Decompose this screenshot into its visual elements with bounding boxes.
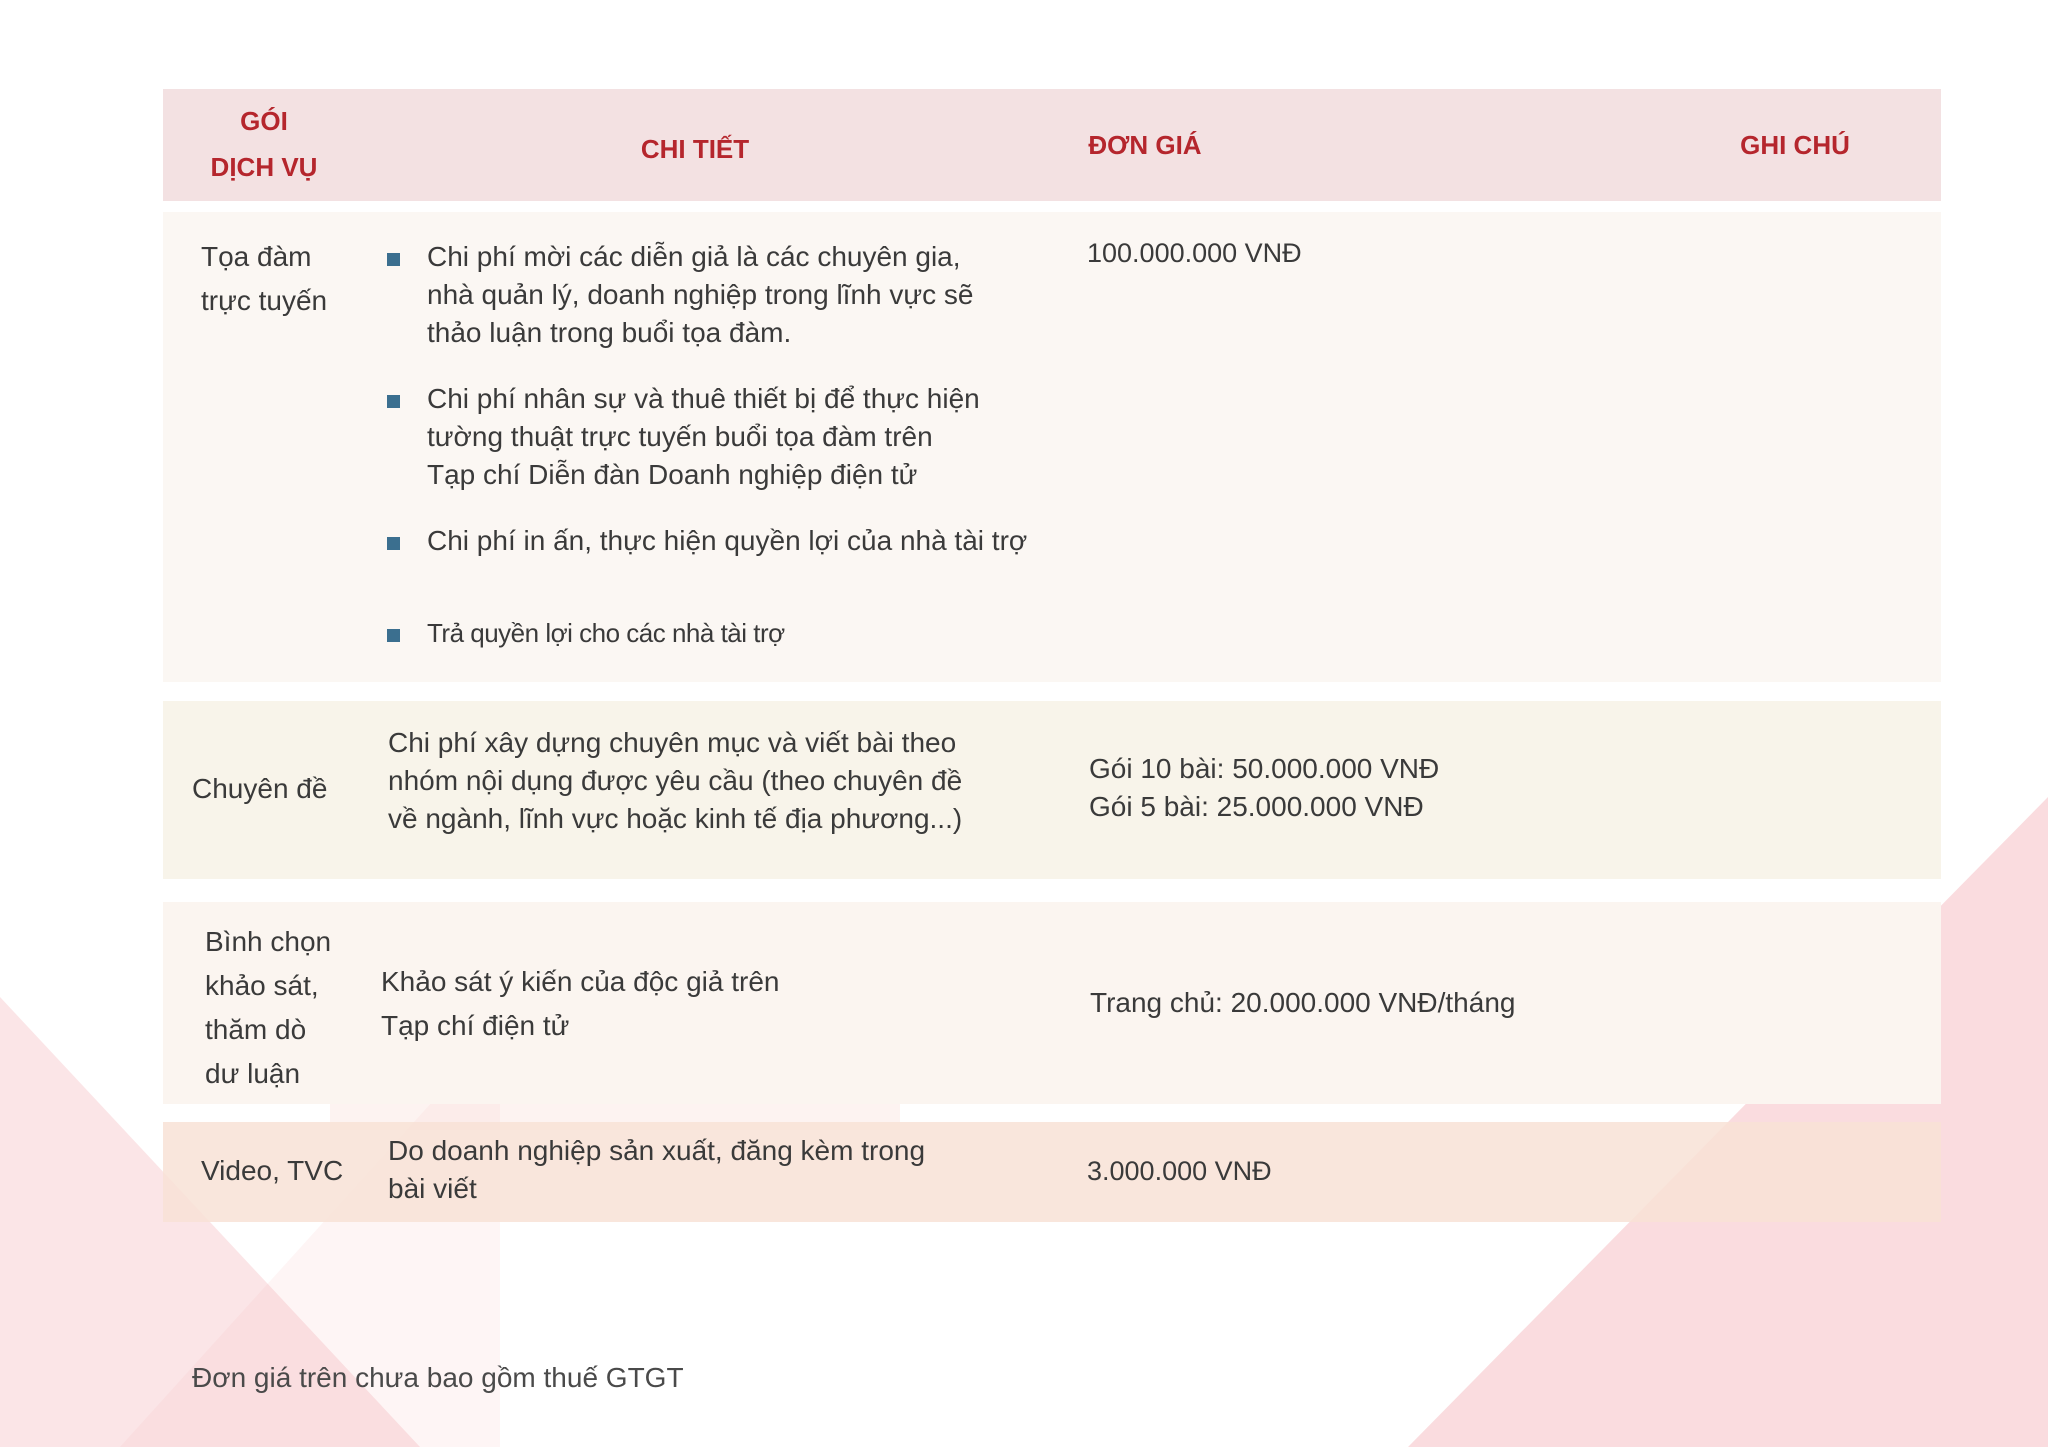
package-name-line: Bình chọn xyxy=(205,926,332,957)
header-package-line1: GÓI xyxy=(240,106,288,136)
detail-text-line: Chi phí xây dựng chuyên mục và viết bài theo xyxy=(388,727,957,758)
detail-text xyxy=(388,724,1008,838)
package-name: Chuyên đề xyxy=(192,773,328,804)
header-detail: CHI TIẾT xyxy=(640,134,750,164)
header-package-line2: DỊCH VỤ xyxy=(210,152,318,182)
bullet-item xyxy=(383,522,1033,614)
detail-text-line: về ngành, lĩnh vực hoặc kinh tế địa phương...) xyxy=(388,803,963,834)
square-bullet-icon xyxy=(387,253,400,266)
package-name-line: dư luận xyxy=(205,1058,301,1089)
square-bullet-icon xyxy=(387,395,400,408)
bullet-text-line: Chi phí nhân sự và thuê thiết bị để thực hiện xyxy=(427,383,980,414)
price-value xyxy=(1089,750,1589,826)
package-name-line: khảo sát, xyxy=(205,970,319,1001)
detail-text xyxy=(388,1132,988,1208)
square-bullet-icon xyxy=(387,537,400,550)
bullet-text-line: thảo luận trong buổi tọa đàm. xyxy=(427,317,792,348)
detail-text xyxy=(381,960,881,1048)
price-line: Gói 5 bài: 25.000.000 VNĐ xyxy=(1089,791,1424,822)
footnote: Đơn giá trên chưa bao gồm thuế GTGT xyxy=(192,1362,684,1393)
detail-text-line: Tạp chí điện tử xyxy=(381,1010,570,1041)
bullet-item xyxy=(383,614,1033,652)
package-name-line: thăm dò xyxy=(205,1014,307,1045)
bullet-text-line: Trả quyền lợi cho các nhà tài trợ xyxy=(427,618,785,648)
detail-text-line: Do doanh nghiệp sản xuất, đăng kèm trong xyxy=(388,1135,926,1166)
detail-bullet-list xyxy=(383,238,1033,652)
bullet-item xyxy=(383,380,1033,522)
bullet-item xyxy=(383,238,1033,380)
package-name-line: trực tuyến xyxy=(201,285,328,316)
square-bullet-icon xyxy=(387,629,400,642)
bullet-text-line: Chi phí in ấn, thực hiện quyền lợi của nhà tài trợ xyxy=(427,525,1028,556)
header-note: GHI CHÚ xyxy=(1740,130,1850,160)
bullet-text-line: tường thuật trực tuyến buổi tọa đàm trên xyxy=(427,421,933,452)
detail-text-line: Khảo sát ý kiến của độc giả trên xyxy=(381,966,780,997)
bullet-text-line: Chi phí mời các diễn giả là các chuyên gia, xyxy=(427,241,961,272)
price-line: Gói 10 bài: 50.000.000 VNĐ xyxy=(1089,753,1440,784)
detail-text-line: nhóm nội dụng được yêu cầu (theo chuyên đề xyxy=(388,765,963,796)
package-name: Video, TVC xyxy=(201,1155,344,1186)
header-package xyxy=(180,98,348,190)
package-name xyxy=(201,235,351,323)
package-name-line: Tọa đàm xyxy=(201,241,312,272)
detail-text-line: bài viết xyxy=(388,1173,477,1204)
price-value: Trang chủ: 20.000.000 VNĐ/tháng xyxy=(1090,987,1516,1018)
bullet-text-line: nhà quản lý, doanh nghiệp trong lĩnh vực sẽ xyxy=(427,279,974,310)
price-value: 3.000.000 VNĐ xyxy=(1087,1156,1272,1186)
header-price: ĐƠN GIÁ xyxy=(1088,130,1202,160)
price-value: 100.000.000 VNĐ xyxy=(1087,238,1302,268)
bullet-text-line: Tạp chí Diễn đàn Doanh nghiệp điện tử xyxy=(427,459,918,490)
package-name xyxy=(205,920,355,1096)
